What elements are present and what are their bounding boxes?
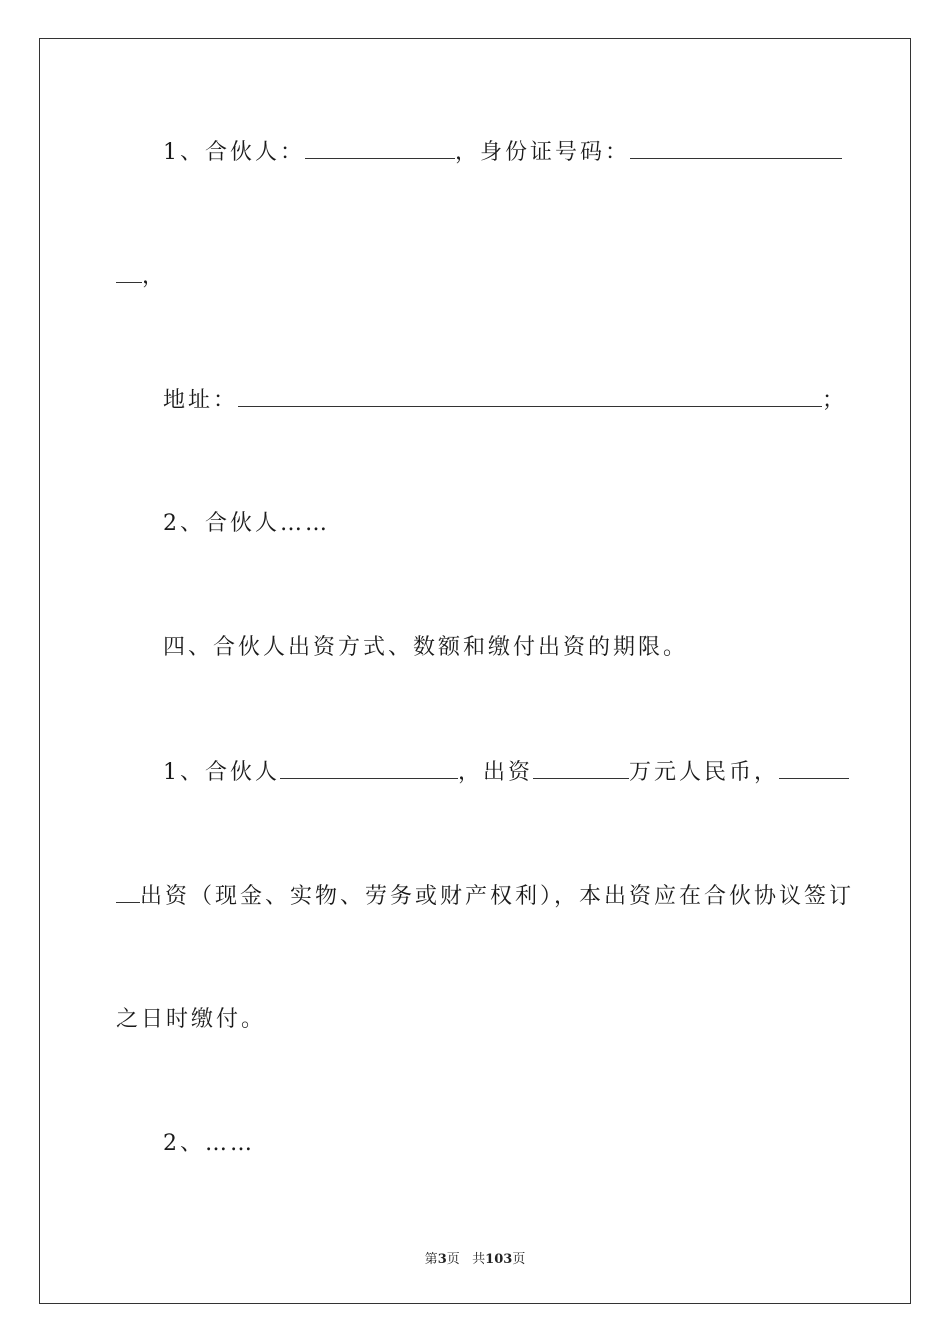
address-line [163, 386, 847, 415]
total-prefix: 共 [472, 1252, 486, 1267]
item-2-line: 2、…… [163, 1131, 255, 1156]
partner-name-blank[interactable] [305, 138, 455, 159]
partner-label: 1、合伙人： [163, 140, 305, 165]
address-blank[interactable] [238, 386, 822, 407]
contribution-method-line [116, 882, 854, 911]
section-heading: 四、合伙人出资方式、数额和缴付出资的期限。 [163, 635, 689, 660]
partner-info-line [163, 138, 842, 167]
id-number-continuation [116, 262, 167, 291]
id-number-blank[interactable] [630, 138, 842, 159]
page-number: 3 [437, 1252, 447, 1267]
page-prefix: 第 [424, 1252, 438, 1267]
contribution-partner-label: 1、合伙人 [163, 760, 280, 785]
contribution-label: ，出资 [458, 760, 534, 785]
contribution-method-blank-continued[interactable] [116, 882, 140, 903]
id-number-blank-continued[interactable] [116, 262, 142, 283]
address-label: 地址： [163, 388, 239, 413]
id-number-label: ，身份证号码： [455, 140, 631, 165]
semicolon: ； [822, 388, 848, 413]
page-frame [39, 38, 911, 1304]
contribution-amount-blank[interactable] [533, 758, 629, 779]
total-suffix: 页 [512, 1252, 526, 1267]
contribution-partner-blank[interactable] [280, 758, 458, 779]
total-pages: 103 [485, 1252, 513, 1267]
payment-time-line: 之日时缴付。 [116, 1007, 267, 1032]
currency-label: 万元人民币， [629, 760, 780, 785]
contribution-method-blank[interactable] [779, 758, 849, 779]
page-footer [0, 1248, 950, 1267]
partner-2-line: 2、合伙人…… [163, 511, 330, 536]
page-suffix: 页 [446, 1252, 460, 1267]
contribution-method-text: 出资（现金、实物、劳务或财产权利），本出资应在合伙协议签订 [140, 884, 855, 909]
contribution-line [163, 758, 849, 787]
comma: ， [142, 264, 168, 289]
